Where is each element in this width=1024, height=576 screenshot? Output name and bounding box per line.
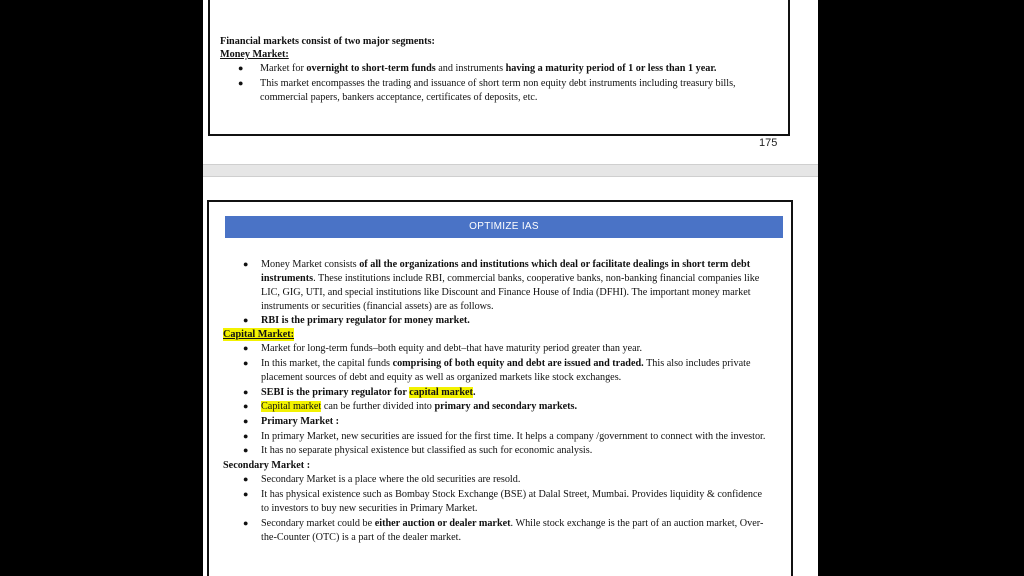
page-number: 175 — [759, 137, 778, 149]
mm-consists-line3: LIC, GIG, UTI, and special institutions like Discount and Finance House of India (DFHI). The important money market — [261, 287, 751, 298]
bullet-icon: ● — [238, 63, 244, 73]
mm-consists-line4: instruments or securities (financial assets) are as follows. — [261, 301, 494, 312]
money-market-heading: Money Market: — [220, 49, 289, 60]
sm-bullet-3-line1: Secondary market could be either auction or dealer market. While stock exchange is the part of an auction market, Over- — [261, 518, 764, 529]
bullet-icon: ● — [243, 387, 249, 397]
cap-bullet-2-line1: In this market, the capital funds comprising of both equity and debt are issued and traded. This also includes private — [261, 358, 751, 369]
banner-header: OPTIMIZE IAS — [225, 216, 783, 238]
bullet-icon: ● — [243, 445, 249, 455]
mm-consists-line1: Money Market consists of all the organizations and institutions which deal or facilitate dealings in short term debt — [261, 259, 751, 270]
mm-bullet-2-line1: This market encompasses the trading and issuance of short term non equity debt instruments including treasury bills, — [260, 78, 736, 89]
mm-bullet-2-line2: commercial papers, bankers acceptance, certificates of deposits, etc. — [260, 92, 538, 103]
bullet-icon: ● — [243, 358, 249, 368]
mm-bullet-1: Market for overnight to short-term funds and instruments having a maturity period of 1 or less than 1 year. — [260, 63, 717, 74]
intro-text: Financial markets consist of two major segments: — [220, 36, 435, 47]
cap-bullet-2-line2: placement sources of debt and equity as well as organized markets like stock exchanges. — [261, 372, 622, 383]
capital-market-heading: Capital Market: — [223, 329, 295, 340]
bullet-icon: ● — [243, 431, 249, 441]
bullet-icon: ● — [243, 401, 249, 411]
bullet-icon: ● — [238, 78, 244, 88]
sm-bullet-2-line2: to investors to buy new securities in Primary Market. — [261, 503, 478, 514]
bullet-icon: ● — [243, 474, 249, 484]
bullet-icon: ● — [243, 416, 249, 426]
pm-bullet-2: It has no separate physical existence but classified as such for economic analysis. — [261, 445, 593, 456]
bullet-icon: ● — [243, 259, 249, 269]
sm-bullet-3-line2: the-Counter (OTC) is a part of the dealer market. — [261, 532, 461, 543]
pm-bullet-1: In primary Market, new securities are issued for the first time. It helps a company /government to connect with the investor. — [261, 431, 766, 442]
mm-consists-line2: instruments. These institutions include RBI, commercial banks, cooperative banks, non-banking financial companies like — [261, 273, 760, 284]
secondary-market-heading: Secondary Market : — [223, 460, 311, 471]
sm-bullet-1: Secondary Market is a place where the old securities are resold. — [261, 474, 521, 485]
rbi-regulator: RBI is the primary regulator for money market. — [261, 315, 470, 326]
bullet-icon: ● — [243, 518, 249, 528]
capital-market-box — [207, 200, 793, 576]
primary-market-heading: Primary Market : — [261, 416, 340, 427]
bullet-icon: ● — [243, 489, 249, 499]
bullet-icon: ● — [243, 343, 249, 353]
sebi-regulator: SEBI is the primary regulator for capital market. — [261, 387, 476, 398]
cap-bullet-1: Market for long-term funds–both equity and debt–that have maturity period greater than year. — [261, 343, 643, 354]
bullet-icon: ● — [243, 315, 249, 325]
money-market-box — [208, 0, 790, 136]
document-viewer[interactable] — [203, 0, 818, 576]
page-separator — [203, 164, 818, 177]
sm-bullet-2-line1: It has physical existence such as Bombay Stock Exchange (BSE) at Dalal Street, Mumbai. Provides liquidity & confidence — [261, 489, 763, 500]
cap-bullet-4: Capital market can be further divided into primary and secondary markets. — [261, 401, 578, 412]
